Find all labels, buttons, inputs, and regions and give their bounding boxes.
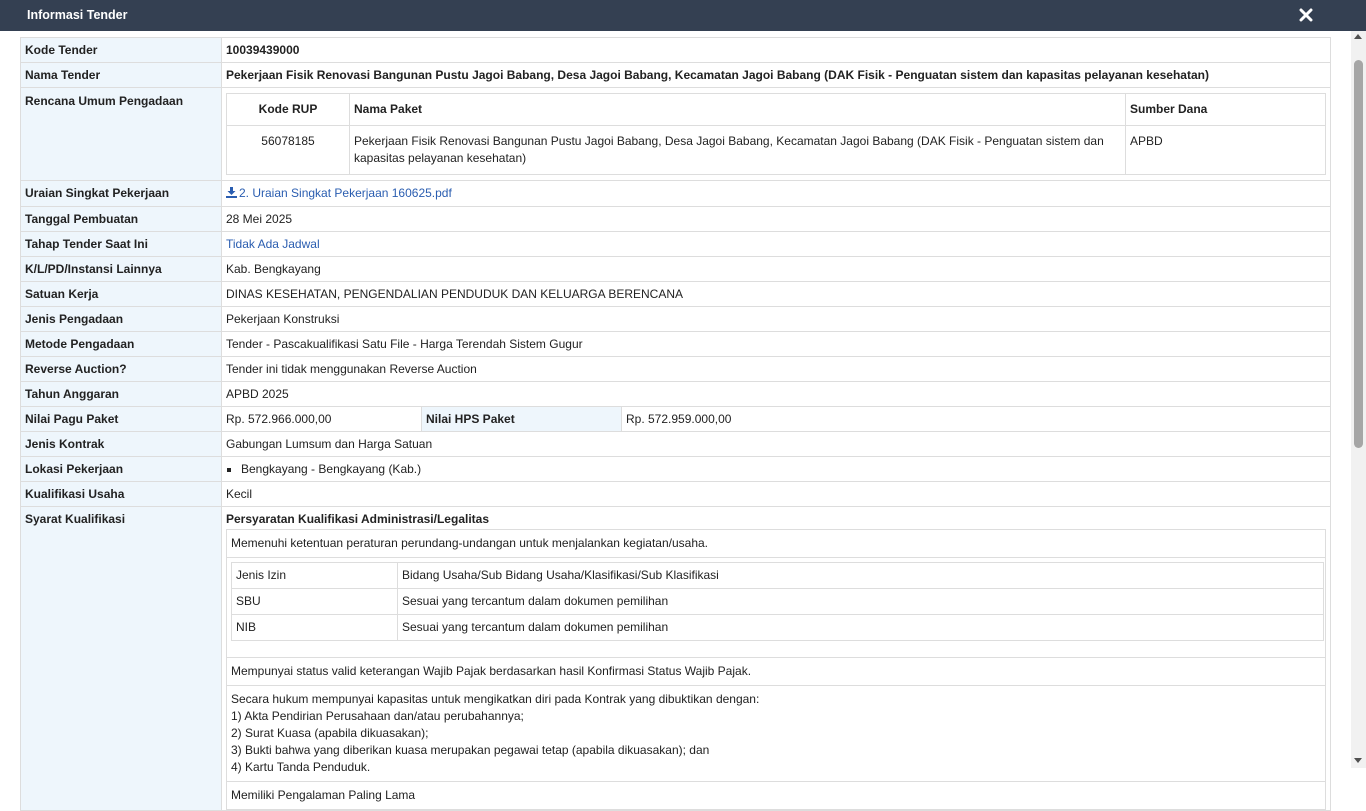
label-kode-tender: Kode Tender [21, 38, 222, 63]
syarat-cell [222, 507, 1331, 811]
label-tahun: Tahun Anggaran [21, 382, 222, 407]
label-lokasi: Lokasi Pekerjaan [21, 457, 222, 482]
value-jenis-kontrak: Gabungan Lumsum dan Harga Satuan [222, 432, 1331, 457]
label-satker: Satuan Kerja [21, 282, 222, 307]
rup-header-sumber: Sumber Dana [1126, 94, 1326, 126]
label-pagu: Nilai Pagu Paket [21, 407, 222, 432]
value-satker: DINAS KESEHATAN, PENGENDALIAN PENDUDUK DAN KELUARGA BERENCANA [222, 282, 1331, 307]
tender-info-table [20, 37, 1331, 811]
value-kualifikasi: Kecil [222, 482, 1331, 507]
izin-table [231, 562, 1324, 641]
tender-info-content [20, 37, 1331, 811]
scroll-down-arrow-icon[interactable] [1354, 758, 1362, 763]
syarat-heading: Persyaratan Kualifikasi Administrasi/Legalitas [226, 512, 489, 526]
table-row [232, 589, 1324, 615]
izin-bidang: Sesuai yang tercantum dalam dokumen pemilihan [398, 615, 1324, 641]
rup-cell [222, 88, 1331, 181]
row-rup [21, 88, 1331, 181]
syarat-item-pajak: Mempunyai status valid keterangan Wajib Pajak berdasarkan hasil Konfirmasi Status Wajib Pajak. [227, 658, 1325, 686]
label-uraian: Uraian Singkat Pekerjaan [21, 181, 222, 207]
rup-header-nama: Nama Paket [350, 94, 1126, 126]
syarat-item-izin [227, 530, 1325, 557]
syarat-item-pengalaman: Memiliki Pengalaman Paling Lama [231, 788, 416, 802]
value-reverse: Tender ini tidak menggunakan Reverse Auction [222, 357, 1331, 382]
value-pagu: Rp. 572.966.000,00 [222, 407, 422, 431]
row-pagu-hps [21, 407, 1331, 432]
syarat-line: 2) Surat Kuasa (apabila dikuasakan); [231, 726, 429, 740]
row-reverse [21, 357, 1331, 382]
value-jenis-pengadaan: Pekerjaan Konstruksi [222, 307, 1331, 332]
list-item: ▪ Bengkayang - Bengkayang (Kab.) [241, 462, 1326, 476]
uraian-download-link[interactable] [226, 186, 452, 200]
rup-sumber: APBD [1126, 126, 1326, 175]
value-klpd: Kab. Bengkayang [222, 257, 1331, 282]
row-nama-tender [21, 63, 1331, 88]
value-lokasi-cell [222, 457, 1331, 482]
izin-bidang: Sesuai yang tercantum dalam dokumen pemilihan [398, 589, 1324, 615]
value-kode-tender: 10039439000 [222, 38, 1331, 63]
row-uraian [21, 181, 1331, 207]
row-tahun [21, 382, 1331, 407]
syarat-line: 4) Kartu Tanda Penduduk. [231, 760, 371, 774]
modal-title: Informasi Tender [27, 8, 128, 22]
label-tanggal: Tanggal Pembuatan [21, 207, 222, 232]
label-reverse: Reverse Auction? [21, 357, 222, 382]
scroll-up-arrow-icon[interactable] [1354, 34, 1362, 39]
row-kualifikasi [21, 482, 1331, 507]
izin-header-jenis: Jenis Izin [232, 563, 398, 589]
row-lokasi [21, 457, 1331, 482]
izin-wrapper [227, 557, 1325, 658]
lokasi-list [226, 462, 1326, 476]
table-row [227, 126, 1326, 175]
row-satker [21, 282, 1331, 307]
value-tahap-cell [222, 232, 1331, 257]
row-jenis-pengadaan [21, 307, 1331, 332]
row-tahap [21, 232, 1331, 257]
label-nama-tender: Nama Tender [21, 63, 222, 88]
table-row [232, 615, 1324, 641]
close-icon[interactable] [1299, 8, 1315, 24]
syarat-item-text: Memenuhi ketentuan peraturan perundang-undangan untuk menjalankan kegiatan/usaha. [231, 536, 709, 550]
label-tahap: Tahap Tender Saat Ini [21, 232, 222, 257]
row-metode [21, 332, 1331, 357]
izin-jenis: NIB [232, 615, 398, 641]
row-jenis-kontrak [21, 432, 1331, 457]
rup-header-row [227, 94, 1326, 126]
scrollbar-thumb[interactable] [1354, 60, 1363, 448]
syarat-line: 3) Bukti bahwa yang diberikan kuasa merupakan pegawai tetap (apabila dikuasakan); dan [231, 743, 710, 757]
izin-jenis: SBU [232, 589, 398, 615]
izin-header-row [232, 563, 1324, 589]
syarat-line: 1) Akta Pendirian Perusahaan dan/atau perubahannya; [231, 709, 524, 723]
uraian-file-name: 2. Uraian Singkat Pekerjaan 160625.pdf [239, 186, 452, 200]
rup-table [226, 93, 1326, 175]
rup-header-kode: Kode RUP [227, 94, 350, 126]
row-kode-tender [21, 38, 1331, 63]
label-kualifikasi: Kualifikasi Usaha [21, 482, 222, 507]
pagu-hps-cell [222, 407, 1331, 432]
row-klpd [21, 257, 1331, 282]
label-hps: Nilai HPS Paket [422, 407, 622, 431]
value-metode: Tender - Pascakualifikasi Satu File - Harga Terendah Sistem Gugur [222, 332, 1331, 357]
syarat-line: Secara hukum mempunyai kapasitas untuk mengikatkan diri pada Kontrak yang dibuktikan dengan: [231, 692, 760, 706]
rup-kode: 56078185 [227, 126, 350, 175]
download-icon [226, 187, 237, 201]
label-metode: Metode Pengadaan [21, 332, 222, 357]
value-tanggal: 28 Mei 2025 [222, 207, 1331, 232]
value-tahun: APBD 2025 [222, 382, 1331, 407]
pagu-hps-table [222, 407, 1330, 431]
rup-nama: Pekerjaan Fisik Renovasi Bangunan Pustu Jagoi Babang, Desa Jagoi Babang, Kecamatan Jagoi Babang (DAK Fisik - Penguatan sistem dan kapasitas pelayanan kesehatan) [350, 126, 1126, 175]
label-klpd: K/L/PD/Instansi Lainnya [21, 257, 222, 282]
row-syarat [21, 507, 1331, 811]
value-nama-tender: Pekerjaan Fisik Renovasi Bangunan Pustu Jagoi Babang, Desa Jagoi Babang, Kecamatan Jagoi Babang (DAK Fisik - Penguatan sistem dan kapasitas pelayanan kesehatan) [222, 63, 1331, 88]
label-rup: Rencana Umum Pengadaan [21, 88, 222, 181]
value-uraian [222, 181, 1331, 207]
label-jenis-pengadaan: Jenis Pengadaan [21, 307, 222, 332]
izin-header-bidang: Bidang Usaha/Sub Bidang Usaha/Klasifikasi/Sub Klasifikasi [398, 563, 1324, 589]
label-jenis-kontrak: Jenis Kontrak [21, 432, 222, 457]
tahap-link[interactable]: Tidak Ada Jadwal [226, 237, 320, 251]
value-hps: Rp. 572.959.000,00 [626, 412, 732, 426]
row-tanggal [21, 207, 1331, 232]
label-syarat: Syarat Kualifikasi [21, 507, 222, 811]
modal-header [0, 0, 1366, 31]
